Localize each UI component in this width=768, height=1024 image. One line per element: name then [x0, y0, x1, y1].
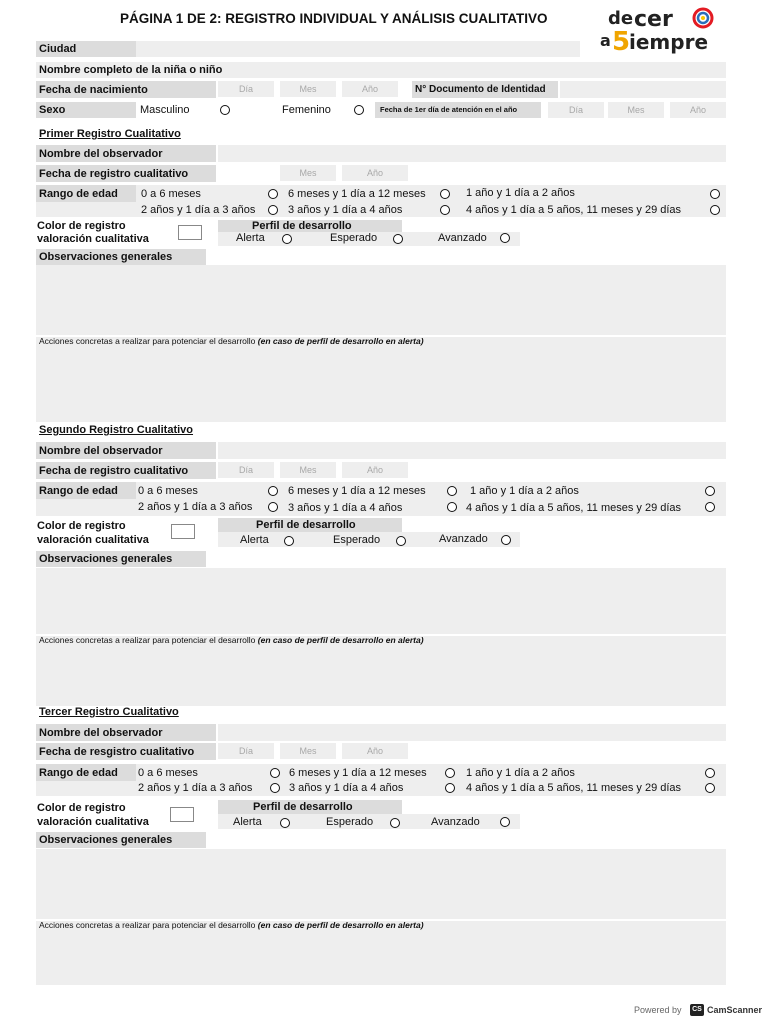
s3-avanzado-radio[interactable] — [500, 817, 510, 827]
svg-text:cer: cer — [634, 7, 673, 32]
ciudad-field[interactable] — [136, 41, 580, 57]
s1-rango-6-radio[interactable] — [710, 205, 720, 215]
s2-rango-3-radio[interactable] — [705, 486, 715, 496]
s1-rango-4-label: 2 años y 1 día a 3 años — [141, 204, 256, 216]
s3-fecha-mes-field[interactable]: Mes — [280, 743, 336, 759]
s1-rango-label: Rango de edad — [39, 188, 118, 200]
fecha-nac-mes-field[interactable]: Mes — [280, 81, 336, 97]
camscanner-label: CamScanner — [707, 1005, 763, 1015]
s3-alerta-radio[interactable] — [280, 818, 290, 828]
fecha-nac-dia-field[interactable]: Día — [218, 81, 274, 97]
page-title: PÁGINA 1 DE 2: REGISTRO INDIVIDUAL Y ANÁLISIS CUALITATIVO — [120, 11, 548, 26]
s1-observador-label: Nombre del observador — [39, 148, 163, 160]
section-1-title: Primer Registro Cualitativo — [39, 128, 181, 140]
s3-fecha-label: Fecha de resgistro cualitativo — [39, 746, 195, 758]
s1-observador-field[interactable] — [218, 145, 726, 162]
s2-observador-field[interactable] — [218, 442, 726, 459]
s3-fecha-dia-field[interactable]: Día — [218, 743, 274, 759]
fecha-atencion-label: Fecha de 1er día de atención en el año — [380, 105, 518, 114]
s2-rango-6-label: 4 años y 1 día a 5 años, 11 meses y 29 días — [466, 502, 682, 514]
s1-rango-3-radio[interactable] — [710, 189, 720, 199]
s2-rango-4-label: 2 años y 1 día a 3 años — [138, 501, 253, 513]
s1-fecha-anio-field[interactable]: Año — [342, 165, 408, 181]
s3-obs-label: Observaciones generales — [39, 834, 173, 846]
s3-rango-5-label: 3 años y 1 día a 4 años — [289, 782, 404, 794]
s2-alerta-radio[interactable] — [284, 536, 294, 546]
s3-acciones-label: Acciones concretas a realizar para potenciar el desarrollo (en caso de perfil de desarrollo en alerta) — [39, 920, 424, 930]
s3-color-label-1: Color de registro — [37, 802, 126, 814]
s1-rango-6-label: 4 años y 1 día a 5 años, 11 meses y 29 días — [466, 204, 682, 216]
s2-avanzado-radio[interactable] — [501, 535, 511, 545]
s1-avanzado-label: Avanzado — [438, 232, 487, 244]
section-2-title: Segundo Registro Cualitativo — [39, 424, 194, 436]
s2-perfil-label: Perfil de desarrollo — [256, 519, 356, 531]
s2-fecha-dia-field[interactable]: Día — [218, 462, 274, 478]
s3-fecha-anio-field[interactable]: Año — [342, 743, 408, 759]
s2-rango-6-radio[interactable] — [705, 502, 715, 512]
s1-obs-label: Observaciones generales — [39, 251, 173, 263]
s1-rango-1-label: 0 a 6 meses — [141, 188, 201, 200]
s1-rango-2-radio[interactable] — [440, 189, 450, 199]
svg-text:iempre: iempre — [629, 30, 709, 54]
s2-rango-2-label: 6 meses y 1 día a 12 meses — [288, 485, 426, 497]
s3-rango-3-label: 1 año y 1 día a 2 años — [466, 767, 575, 779]
s1-rango-3-label: 1 año y 1 día a 2 años — [466, 187, 575, 199]
s2-esperado-label: Esperado — [333, 534, 381, 546]
fecha-atencion-anio-field[interactable]: Año — [670, 102, 726, 118]
s3-rango-label: Rango de edad — [39, 767, 118, 779]
s3-observaciones-field[interactable] — [36, 849, 726, 919]
s2-color-box[interactable] — [171, 524, 195, 539]
s1-rango-5-label: 3 años y 1 día a 4 años — [288, 204, 403, 216]
s3-rango-4-radio[interactable] — [270, 783, 280, 793]
s1-rango-1-radio[interactable] — [268, 189, 278, 199]
s2-obs-label: Observaciones generales — [39, 553, 173, 565]
s2-observaciones-field[interactable] — [36, 568, 726, 634]
s1-avanzado-radio[interactable] — [500, 233, 510, 243]
s1-acciones-label: Acciones concretas a realizar para potenciar el desarrollo (en caso de perfil de desarrollo en alerta) — [39, 336, 424, 346]
s1-color-box[interactable] — [178, 225, 202, 240]
s2-acciones-label: Acciones concretas a realizar para potenciar el desarrollo (en caso de perfil de desarrollo en alerta) — [39, 635, 424, 645]
s1-esperado-label: Esperado — [330, 232, 378, 244]
s3-acciones-field[interactable] — [36, 921, 726, 985]
s1-observaciones-field[interactable] — [36, 265, 726, 335]
s1-rango-2-label: 6 meses y 1 día a 12 meses — [288, 188, 426, 200]
fecha-atencion-mes-field[interactable]: Mes — [608, 102, 664, 118]
s1-acciones-field[interactable] — [36, 337, 726, 422]
nombre-label: Nombre completo de la niña o niño — [39, 64, 223, 76]
svg-text:de: de — [608, 8, 634, 29]
s2-fecha-anio-field[interactable]: Año — [342, 462, 408, 478]
svg-text:5: 5 — [612, 27, 631, 54]
s1-alerta-label: Alerta — [236, 232, 265, 244]
s2-fecha-mes-field[interactable]: Mes — [280, 462, 336, 478]
s2-alerta-label: Alerta — [240, 534, 269, 546]
de-cero-a-siempre-logo-icon — [598, 4, 728, 54]
s1-color-label-1: Color de registro — [37, 220, 126, 232]
s3-rango-1-radio[interactable] — [270, 768, 280, 778]
s2-rango-1-radio[interactable] — [268, 486, 278, 496]
s3-observador-label: Nombre del observador — [39, 727, 163, 739]
s3-esperado-radio[interactable] — [390, 818, 400, 828]
s1-esperado-radio[interactable] — [393, 234, 403, 244]
s1-color-label-2: valoración cualitativa — [37, 233, 149, 245]
s1-perfil-label: Perfil de desarrollo — [252, 220, 352, 232]
femenino-radio[interactable] — [354, 105, 364, 115]
ciudad-label: Ciudad — [39, 43, 77, 55]
masculino-label: Masculino — [140, 104, 190, 116]
s3-rango-3-radio[interactable] — [705, 768, 715, 778]
s3-color-box[interactable] — [170, 807, 194, 822]
s3-observador-field[interactable] — [218, 724, 726, 741]
s2-avanzado-label: Avanzado — [439, 533, 488, 545]
s2-rango-1-label: 0 a 6 meses — [138, 485, 198, 497]
svg-text:a: a — [600, 31, 611, 50]
camscanner-icon: CS — [690, 1004, 704, 1016]
s2-rango-5-label: 3 años y 1 día a 4 años — [288, 502, 403, 514]
masculino-radio[interactable] — [220, 105, 230, 115]
s3-rango-2-label: 6 meses y 1 día a 12 meses — [289, 767, 427, 779]
s2-rango-5-radio[interactable] — [447, 502, 457, 512]
s3-avanzado-label: Avanzado — [431, 816, 480, 828]
s1-fecha-mes-field[interactable]: Mes — [280, 165, 336, 181]
s1-alerta-radio[interactable] — [282, 234, 292, 244]
fecha-nac-anio-field[interactable]: Año — [342, 81, 398, 97]
s2-rango-2-radio[interactable] — [447, 486, 457, 496]
femenino-label: Femenino — [282, 104, 331, 116]
logo — [598, 4, 728, 54]
s2-observador-label: Nombre del observador — [39, 445, 163, 457]
s3-rango-6-radio[interactable] — [705, 783, 715, 793]
s2-fecha-label: Fecha de registro cualitativo — [39, 465, 189, 477]
s3-rango-5-radio[interactable] — [445, 783, 455, 793]
sexo-label: Sexo — [39, 104, 66, 116]
s2-rango-label: Rango de edad — [39, 485, 118, 497]
s2-esperado-radio[interactable] — [396, 536, 406, 546]
s3-esperado-label: Esperado — [326, 816, 374, 828]
s1-rango-5-radio[interactable] — [440, 205, 450, 215]
s3-rango-4-label: 2 años y 1 día a 3 años — [138, 782, 253, 794]
s3-perfil-label: Perfil de desarrollo — [253, 801, 353, 813]
s3-rango-1-label: 0 a 6 meses — [138, 767, 198, 779]
s2-rango-3-label: 1 año y 1 día a 2 años — [470, 485, 579, 497]
s3-color-label-2: valoración cualitativa — [37, 816, 149, 828]
documento-field[interactable] — [560, 81, 726, 98]
s3-rango-2-radio[interactable] — [445, 768, 455, 778]
s3-rango-6-label: 4 años y 1 día a 5 años, 11 meses y 29 días — [466, 782, 682, 794]
s2-acciones-field[interactable] — [36, 636, 726, 706]
documento-label: N° Documento de Identidad — [415, 84, 546, 95]
fecha-atencion-dia-field[interactable]: Día — [548, 102, 604, 118]
s2-color-label-1: Color de registro — [37, 520, 126, 532]
section-3-title: Tercer Registro Cualitativo — [39, 706, 179, 718]
powered-by-label: Powered by — [634, 1005, 682, 1015]
s2-rango-4-radio[interactable] — [268, 502, 278, 512]
fecha-nac-label: Fecha de nacimiento — [39, 84, 148, 96]
s1-fecha-label: Fecha de registro cualitativo — [39, 168, 189, 180]
s1-rango-4-radio[interactable] — [268, 205, 278, 215]
s2-color-label-2: valoración cualitativa — [37, 534, 149, 546]
s3-alerta-label: Alerta — [233, 816, 262, 828]
